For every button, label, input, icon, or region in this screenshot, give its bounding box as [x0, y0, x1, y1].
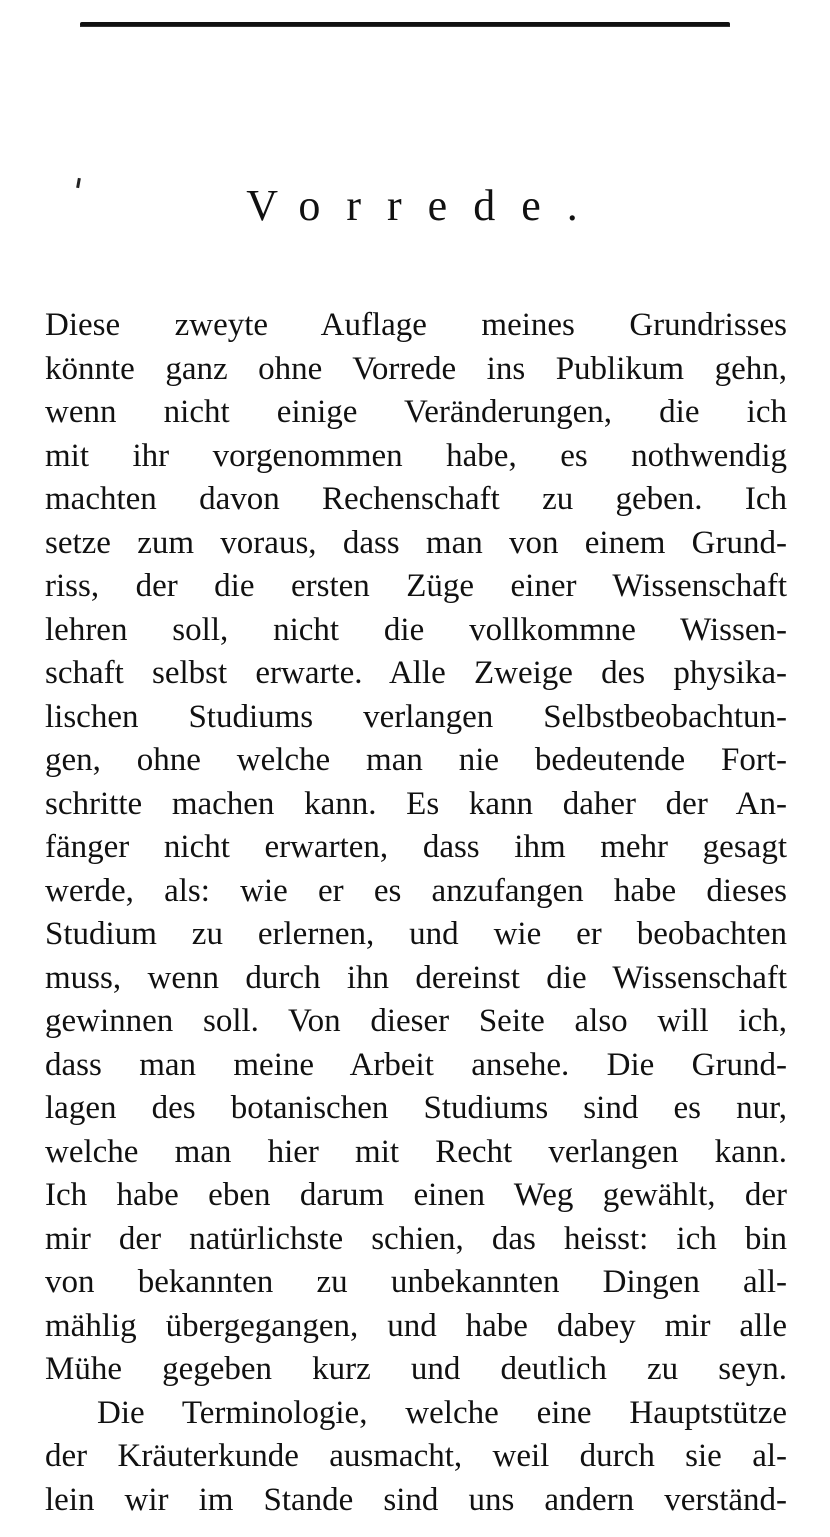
text-line: gewinnen soll. Von dieser Seite also will ich,: [45, 1003, 787, 1039]
text-line: machten davon Rechenschaft zu geben. Ich: [45, 481, 787, 517]
text-line: werde, als: wie er es anzufangen habe dieses: [45, 872, 787, 909]
text-line: lischen Studiums verlangen Selbstbeobachtun-: [45, 698, 787, 735]
text-line: welche man hier mit Recht verlangen kann.: [45, 1133, 787, 1170]
text-line: mählig übergegangen, und habe dabey mir alle: [45, 1307, 787, 1344]
text-line: Studium zu erlernen, und wie er beobachten: [45, 916, 787, 952]
text-line: von bekannten zu unbekannten Dingen all-: [45, 1264, 787, 1300]
text-line: lehren soll, nicht die vollkommne Wissen-: [45, 611, 787, 648]
text-line: mir der natürlichste schien, das heisst: ich bin: [45, 1220, 787, 1257]
text-line: riss, der die ersten Züge einer Wissenschaft: [45, 568, 787, 604]
text-line: schaft selbst erwarte. Alle Zweige des physika-: [45, 655, 787, 691]
page-title: Vorrede.: [246, 181, 604, 230]
text-line: könnte ganz ohne Vorrede ins Publikum gehn,: [45, 350, 787, 387]
paragraph: [45, 304, 787, 1392]
text-line: der Kräuterkunde ausmacht, weil durch sie al-: [45, 1438, 787, 1474]
top-rule-shadow: [80, 26, 730, 27]
text-line: muss, wenn durch ihn dereinst die Wissenschaft: [45, 959, 787, 996]
text-line: fänger nicht erwarten, dass ihm mehr gesagt: [45, 829, 787, 865]
text-line: Die Terminologie, welche eine Hauptstütze: [97, 1394, 787, 1431]
text-line: lagen des botanischen Studiums sind es nur,: [45, 1090, 787, 1126]
text-line: setze zum voraus, dass man von einem Grund-: [45, 524, 787, 561]
text-line: Mühe gegeben kurz und deutlich zu seyn.: [45, 1351, 787, 1387]
text-line: Ich habe eben darum einen Weg gewählt, der: [45, 1177, 787, 1213]
body-text: [45, 304, 787, 1522]
text-line: dass man meine Arbeit ansehe. Die Grund-: [45, 1046, 787, 1083]
text-line: mit ihr vorgenommen habe, es nothwendig: [45, 437, 787, 474]
text-line: schritte machen kann. Es kann daher der An-: [45, 785, 787, 822]
text-line: gen, ohne welche man nie bedeutende Fort-: [45, 742, 787, 778]
text-line: wenn nicht einige Veränderungen, die ich: [45, 394, 787, 430]
text-line: lein wir im Stande sind uns andern verständ-: [45, 1481, 787, 1518]
paragraph: [45, 1392, 787, 1523]
text-line: Diese zweyte Auflage meines Grundrisses: [45, 307, 787, 343]
